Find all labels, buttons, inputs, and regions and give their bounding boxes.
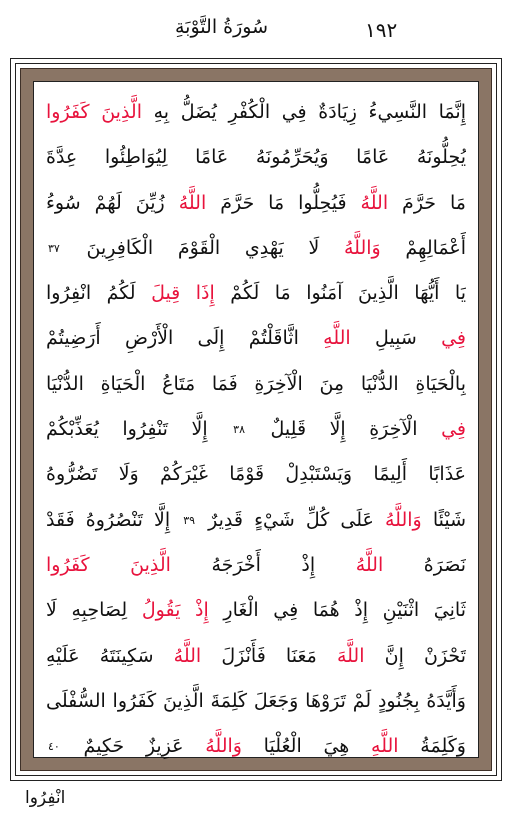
verse-text-segment: لَا يَهْدِي الْقَوْمَ الْكَافِرِينَ bbox=[61, 236, 344, 259]
frame-decorative-band bbox=[20, 68, 492, 771]
verse-text-segment: ثَانِيَ اثْنَيْنِ إِذْ هُمَا فِي الْغَارِ bbox=[208, 599, 466, 622]
catchword: انْفِرُوا bbox=[25, 788, 66, 808]
verse-text-segment: إِذْ أَخْرَجَهُ bbox=[170, 553, 356, 576]
verse-text-segment: عَزِيزٌ حَكِيمٌ bbox=[61, 735, 206, 758]
verse-line bbox=[46, 181, 466, 226]
verse-text-segment: فَيُحِلُّوا مَا حَرَّمَ bbox=[206, 191, 361, 214]
ayah-number-marker: ٣٧ bbox=[48, 241, 60, 255]
verse-text-segment: سَبِيلِ bbox=[350, 327, 442, 350]
verse-line bbox=[46, 271, 466, 316]
verse-text-segment: أَعْمَالِهِمْ bbox=[380, 236, 466, 259]
highlighted-word: اللَّهَ bbox=[336, 644, 365, 667]
highlighted-word: وَاللَّهُ bbox=[384, 508, 422, 531]
surah-title: سُورَةُ التَّوْبَةِ bbox=[175, 16, 268, 38]
verse-text-segment: لِصَاحِبِهِ لَا bbox=[46, 599, 142, 622]
verse-text-segment: اثَّاقَلْتُمْ إِلَى الْأَرْضِ أَرَضِيتُمْ bbox=[46, 327, 324, 350]
verse-line bbox=[46, 226, 466, 271]
highlighted-word: اللَّهُ bbox=[178, 191, 207, 214]
verse-text-block bbox=[46, 82, 466, 757]
ayah-number-marker: ٣٨ bbox=[233, 423, 245, 437]
verse-text-segment: وَأَيَّدَهُ بِجُنُودٍ لَمْ تَرَوْهَا وَجَعَلَ كَلِمَةَ الَّذِينَ كَفَرُوا السُّفْلَى bbox=[46, 689, 466, 712]
verse-line bbox=[46, 316, 466, 361]
verse-text-segment: إِلَّا تَنْصُرُوهُ فَقَدْ bbox=[46, 508, 182, 531]
highlighted-word: إِذَا قِيلَ bbox=[151, 282, 215, 305]
verse-text-segment: عَلَى كُلِّ شَيْءٍ قَدِيرٌ bbox=[197, 508, 385, 531]
highlighted-word: فِي bbox=[441, 418, 466, 441]
verse-text-segment: يُحِلُّونَهُ عَامًا وَيُحَرِّمُونَهُ عَامًا لِيُوَاطِئُوا عِدَّةَ bbox=[46, 146, 466, 169]
verse-text-segment: سَكِينَتَهُ عَلَيْهِ bbox=[46, 644, 174, 667]
verse-line bbox=[46, 90, 466, 135]
highlighted-word: اللَّهِ bbox=[323, 327, 351, 350]
verse-line bbox=[46, 135, 466, 180]
verse-text-segment: إِنَّمَا النَّسِيءُ زِيَادَةٌ فِي الْكُفْرِ يُضَلُّ بِهِ bbox=[142, 101, 466, 123]
highlighted-word: اللَّهُ bbox=[360, 191, 389, 214]
text-panel bbox=[33, 81, 479, 758]
verse-line bbox=[46, 679, 466, 724]
verse-text-segment: وَكَلِمَةُ bbox=[398, 735, 466, 758]
verse-line bbox=[46, 452, 466, 497]
page-frame bbox=[10, 58, 502, 781]
page-number: ١٩٢ bbox=[365, 18, 398, 42]
verse-line bbox=[46, 407, 466, 452]
verse-line bbox=[46, 724, 466, 769]
highlighted-word: اللَّهُ bbox=[355, 553, 384, 576]
verse-text-segment: يَا أَيُّهَا الَّذِينَ آمَنُوا مَا لَكُمْ bbox=[214, 282, 466, 305]
verse-text-segment: بِالْحَيَاةِ الدُّنْيَا مِنَ الْآخِرَةِ فَمَا مَتَاعُ الْحَيَاةِ الدُّنْيَا bbox=[46, 372, 466, 395]
verse-text-segment: تَحْزَنْ إِنَّ bbox=[364, 644, 466, 667]
verse-line bbox=[46, 498, 466, 543]
highlighted-word: وَاللَّهُ bbox=[205, 735, 242, 758]
verse-line bbox=[46, 588, 466, 633]
verse-text-segment: إِلَّا تَنْفِرُوا يُعَذِّبْكُمْ bbox=[46, 418, 232, 441]
verse-text-segment: مَعَنَا فَأَنْزَلَ bbox=[201, 644, 337, 667]
verse-line bbox=[46, 362, 466, 407]
highlighted-word: وَاللَّهُ bbox=[343, 236, 381, 259]
highlighted-word: اللَّهِ bbox=[371, 735, 399, 758]
verse-text-segment: زُيِّنَ لَهُمْ سُوءُ bbox=[46, 191, 179, 214]
highlighted-word: فِي bbox=[441, 327, 466, 350]
page-header bbox=[0, 16, 518, 48]
verse-text-segment: لَكُمُ انْفِرُوا bbox=[46, 282, 152, 305]
verse-text-segment: عَذَابًا أَلِيمًا وَيَسْتَبْدِلْ قَوْمًا غَيْرَكُمْ وَلَا تَضُرُّوهُ bbox=[46, 463, 466, 486]
highlighted-word: إِذْ يَقُولُ bbox=[141, 599, 209, 622]
verse-text-segment: الْآخِرَةِ إِلَّا قَلِيلٌ bbox=[247, 418, 442, 441]
highlighted-word: الَّذِينَ كَفَرُوا bbox=[46, 101, 142, 123]
ayah-number-marker: ٣٩ bbox=[183, 513, 196, 527]
highlighted-word: اللَّهُ bbox=[173, 644, 202, 667]
ayah-number-marker: ٤٠ bbox=[48, 740, 60, 754]
verse-line bbox=[46, 634, 466, 679]
verse-text-segment: هِيَ الْعُلْيَا bbox=[241, 735, 372, 758]
verse-text-segment: شَيْئًا bbox=[421, 508, 466, 531]
verse-text-segment: نَصَرَهُ bbox=[383, 553, 466, 576]
verse-line bbox=[46, 543, 466, 588]
verse-text-segment: مَا حَرَّمَ bbox=[388, 191, 466, 214]
highlighted-word: الَّذِينَ كَفَرُوا bbox=[46, 553, 171, 576]
